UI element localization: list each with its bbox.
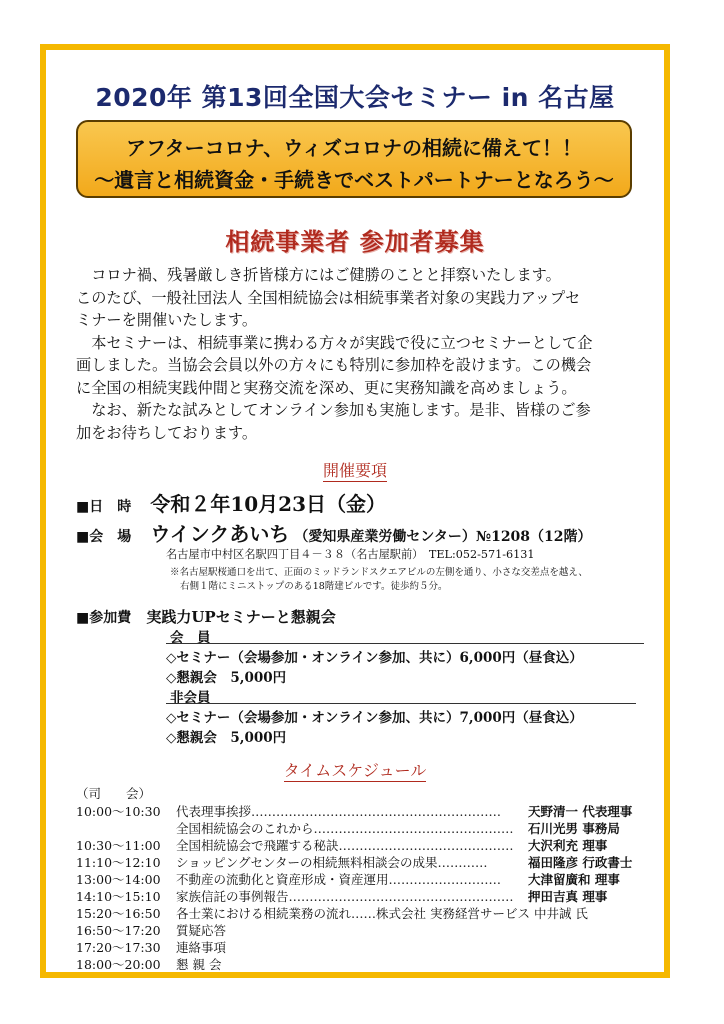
schedule-heading-text: タイムスケジュール xyxy=(283,761,427,780)
schedule-time: 15:20〜16:50 xyxy=(76,906,161,921)
intro-line: に全国の相続実践仲間と実務交流を深め、更に実務知識を高めましょう。 xyxy=(76,378,577,397)
schedule-time: 18:00〜20:00 xyxy=(76,957,161,972)
schedule-item: ショッピングセンターの相続無料相談会の成果………… xyxy=(176,855,488,870)
fee-row xyxy=(76,606,336,627)
page-title: 2020年 第13回全国大会セミナー in 名古屋 xyxy=(95,83,615,112)
schedule-speaker: 福田隆彦 行政書士 xyxy=(528,855,633,870)
intro-line: 画しました。当協会会員以外の方々にも特別に参加枠を設けます。この機会 xyxy=(76,356,592,374)
intro-line: コロナ禍、残暑厳しき折皆様方にはご健勝のことと拝察いたします。 xyxy=(76,266,561,284)
intro-line: なお、新たな試みとしてオンライン参加も実施します。是非、皆様のご参 xyxy=(76,401,591,419)
intro-line: このたび、一般社団法人 全国相続協会は相続事業者対象の実践力アップセ xyxy=(76,288,581,307)
nonmember-seminar-fee: ◇セミナー（会場参加・オンライン参加、共に）7,000円（昼食込） xyxy=(166,710,583,726)
date-value: 令和２年10月23日（金） xyxy=(150,492,386,516)
nonmember-label: 非会員 xyxy=(170,690,211,706)
date-row xyxy=(76,488,386,517)
outline-heading xyxy=(46,458,664,481)
schedule-item: 家族信託の事例報告……………………………………………… xyxy=(176,889,514,904)
member-seminar-fee: ◇セミナー（会場参加・オンライン参加、共に）6,000円（昼食込） xyxy=(166,650,583,666)
venue-label: ■会 場 xyxy=(76,529,132,545)
schedule-time: 14:10〜15:10 xyxy=(76,889,161,904)
intro-line: ミナーを開催いたします。 xyxy=(76,311,258,329)
schedule-speaker: 押田吉真 理事 xyxy=(528,889,608,904)
schedule-speaker: 大沢利充 理事 xyxy=(528,838,608,853)
member-divider xyxy=(166,643,644,644)
nonmember-party-fee: ◇懇親会 5,000円 xyxy=(166,730,287,746)
access-note-1: ※名古屋駅桜通口を出て、正面のミッドランドスクエアビルの左側を通り、小さな交差点を越え、 xyxy=(170,567,588,578)
intro-text xyxy=(76,264,646,444)
schedule-time: 11:10〜12:10 xyxy=(76,855,161,870)
schedule-time: 10:00〜10:30 xyxy=(76,804,161,819)
schedule-item: 懇 親 会 xyxy=(176,957,222,972)
date-label: ■日 時 xyxy=(76,499,132,515)
schedule-item: 各士業における相続業務の流れ……株式会社 実務経営サービス 中井誠 氏 xyxy=(176,906,588,921)
schedule-item: 不動産の流動化と資産形成・資産運用……………………… xyxy=(176,872,502,887)
venue-address: 名古屋市中村区名駅四丁目４－３８（名古屋駅前） TEL:052-571-6131 xyxy=(166,548,535,561)
access-note-2: 右側１階にミニストップのある18階建ビルです。徒歩約５分。 xyxy=(180,581,448,592)
schedule-item: 全国相続協会のこれから………………………………………… xyxy=(176,821,514,836)
mc-label: （司 会） xyxy=(76,786,152,801)
recruit-heading: 相続事業者 参加者募集 xyxy=(225,228,485,256)
member-label: 会 員 xyxy=(170,630,211,646)
schedule-item: 全国相続協会で飛躍する秘訣…………………………………… xyxy=(176,838,514,853)
nonmember-divider xyxy=(166,703,636,704)
outline-heading-text: 開催要項 xyxy=(322,461,387,480)
banner-line-2: 〜遺言と相続資金・手続きでベストパートナーとなろう〜 xyxy=(94,168,614,192)
intro-line: 加をお待ちしております。 xyxy=(76,423,258,442)
fee-title: 実践力UPセミナーと懇親会 xyxy=(146,608,336,626)
venue-name: ウインクあいち xyxy=(150,522,290,546)
banner-line-1: アフターコロナ、ウィズコロナの相続に備えて！！ xyxy=(126,136,582,160)
schedule-item: 代表理事挨拶…………………………………………………… xyxy=(176,804,502,819)
schedule-time: 16:50〜17:20 xyxy=(76,923,161,938)
schedule-speaker: 石川光男 事務局 xyxy=(528,821,620,836)
member-party-fee: ◇懇親会 5,000円 xyxy=(166,670,287,686)
theme-banner xyxy=(76,120,632,198)
schedule-speaker: 天野清一 代表理事 xyxy=(528,804,633,819)
schedule-item: 質疑応答 xyxy=(176,923,227,938)
schedule-item: 連絡事項 xyxy=(176,940,227,955)
intro-line: 本セミナーは、相続事業に携わる方々が実践で役に立つセミナーとして企 xyxy=(76,333,593,352)
schedule-time: 17:20〜17:30 xyxy=(76,940,161,955)
flyer-frame xyxy=(40,44,670,978)
schedule-time: 13:00〜14:00 xyxy=(76,872,161,887)
venue-row xyxy=(76,518,592,547)
schedule-speaker: 大津留廣和 理事 xyxy=(528,872,620,887)
schedule-time: 10:30〜11:00 xyxy=(76,838,161,853)
fee-label: ■参加費 xyxy=(76,610,132,626)
schedule-heading xyxy=(46,758,664,781)
venue-detail: （愛知県産業労働センター）№1208（12階） xyxy=(294,529,592,545)
